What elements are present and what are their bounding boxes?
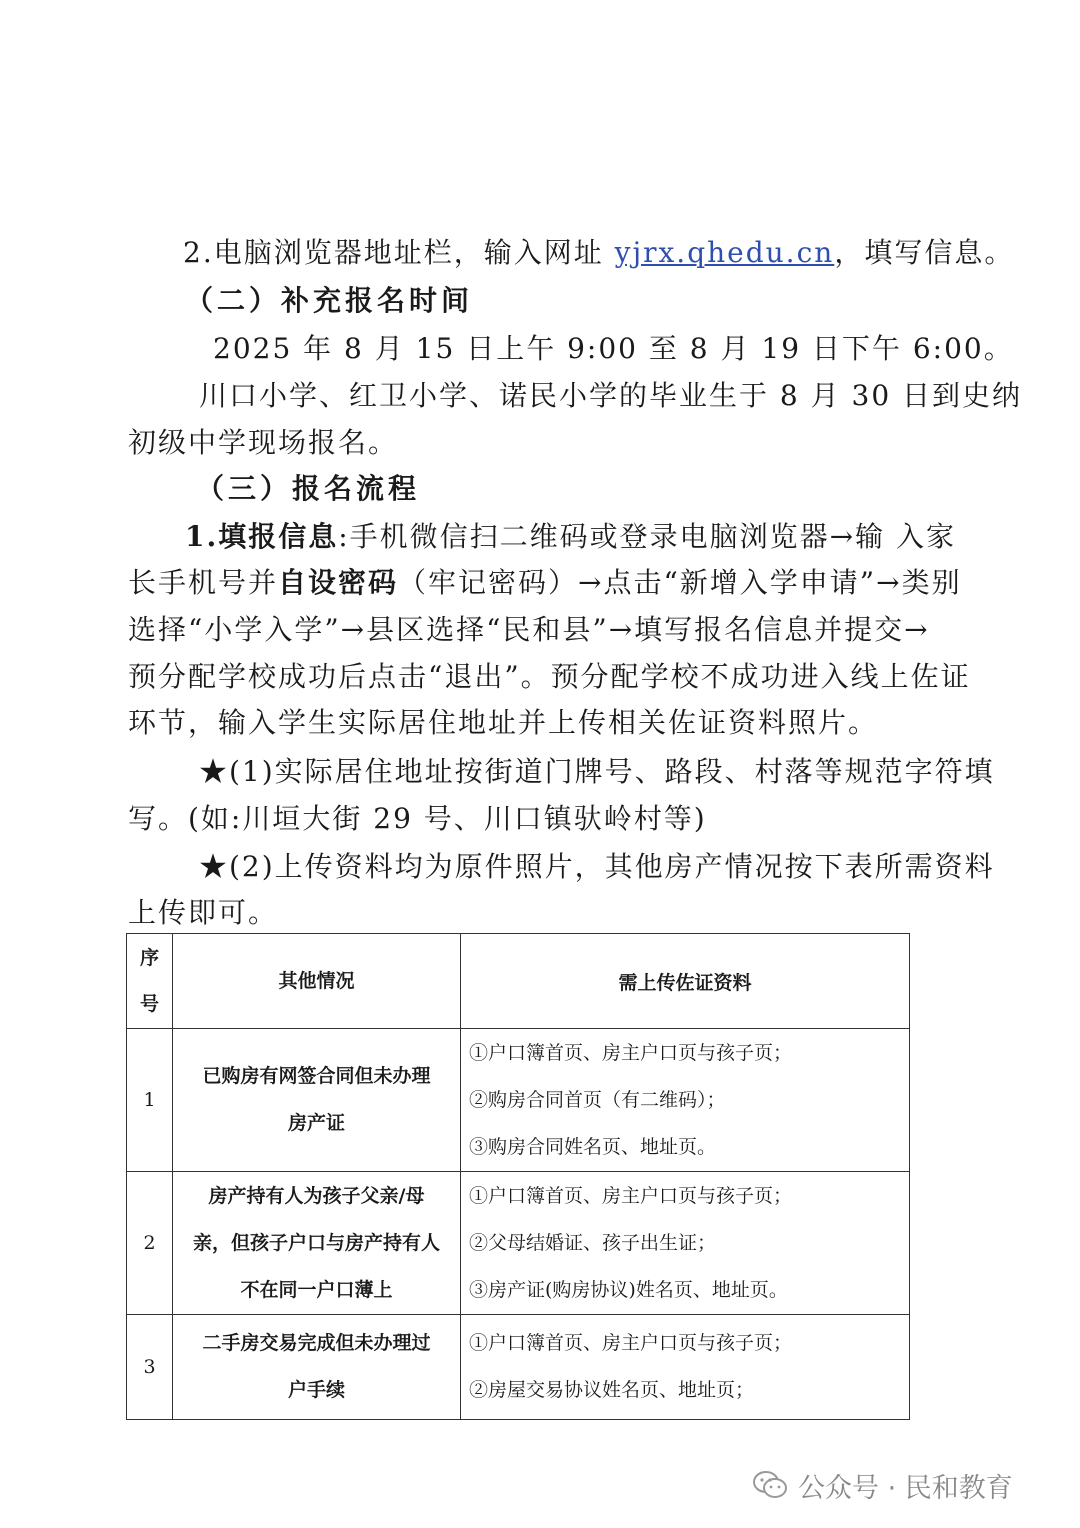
schools-line-1: 川口小学、红卫小学、诺民小学的毕业生于 8 月 30 日到史纳 <box>199 379 1023 412</box>
heading-supplementary-time: （二）补充报名时间 <box>185 284 474 317</box>
header-situation: 其他情况 <box>173 934 461 1029</box>
url-instruction <box>183 237 1014 269</box>
process-password-note: 自设密码 <box>278 566 399 599</box>
document-item: ③购房合同姓名页、地址页。 <box>469 1135 717 1158</box>
heading-registration-process: （三）报名流程 <box>196 472 421 505</box>
document-item: ①户口簿首页、房主户口页与孩子页； <box>469 1332 793 1354</box>
process-line-1-text: :手机微信扫二维码或登录电脑浏览器→输 入家 <box>338 520 957 553</box>
situation-line: 户手续 <box>287 1379 345 1401</box>
row-situation <box>173 1315 461 1420</box>
document-item: ①户口簿首页、房主户口页与孩子页； <box>469 1041 793 1064</box>
row-documents <box>461 1315 910 1420</box>
row-number: 2 <box>127 1172 173 1315</box>
document-item: ③房产证(购房协议)姓名页、地址页。 <box>469 1278 788 1301</box>
document-item: ②房屋交易协议姓名页、地址页； <box>469 1379 755 1401</box>
note-1-line-1: ★(1)实际居住地址按街道门牌号、路段、村落等规范字符填 <box>199 755 995 788</box>
situation-line: 二手房交易完成但未办理过 <box>202 1332 431 1354</box>
wechat-watermark <box>752 1463 1013 1507</box>
situation-line: 不在同一户口薄上 <box>240 1278 393 1301</box>
process-line-5: 环节，输入学生实际居住地址并上传相关佐证资料照片。 <box>128 706 879 739</box>
document-item: ②父母结婚证、孩子出生证； <box>469 1231 717 1254</box>
row-documents <box>461 1172 910 1315</box>
document-item: ①户口簿首页、房主户口页与孩子页； <box>469 1184 793 1207</box>
situation-line: 已购房有网签合同但未办理 <box>202 1065 431 1087</box>
situation-line: 亲，但孩子户口与房产持有人 <box>192 1231 440 1254</box>
process-line-2 <box>128 567 962 599</box>
row-situation <box>173 1029 461 1172</box>
header-number-1: 序 <box>139 947 159 969</box>
header-number-2: 号 <box>139 993 159 1015</box>
registration-time: 2025 年 8 月 15 日上午 9:00 至 8 月 19 日下午 6:00。 <box>213 332 1014 365</box>
process-line-1 <box>185 521 956 553</box>
table-row <box>127 1029 910 1172</box>
row-situation <box>173 1172 461 1315</box>
schools-line-2: 初级中学现场报名。 <box>128 426 399 459</box>
wechat-icon <box>752 1470 788 1500</box>
header-documents: 需上传佐证资料 <box>461 934 910 1029</box>
process-label: 1.填报信息 <box>185 520 339 553</box>
table-row <box>127 1172 910 1315</box>
process-line-2-a: 长手机号并 <box>128 566 279 599</box>
process-line-4: 预分配学校成功后点击“退出”。预分配学校不成功进入线上佐证 <box>128 660 971 693</box>
url-prefix: 2.电脑浏览器地址栏，输入网址 <box>183 236 615 269</box>
note-2-line-1: ★(2)上传资料均为原件照片，其他房产情况按下表所需资料 <box>199 850 995 883</box>
watermark-text: 公众号 · 民和教育 <box>798 1472 1013 1504</box>
row-documents <box>461 1029 910 1172</box>
row-number: 3 <box>127 1315 173 1420</box>
url-suffix: ，填写信息。 <box>834 236 1015 269</box>
document-item: ②购房合同首页（有二维码）； <box>469 1088 726 1111</box>
situation-line: 房产证 <box>287 1112 345 1134</box>
required-documents-table <box>126 933 910 1420</box>
url-link[interactable]: yjrx.qhedu.cn <box>614 236 835 269</box>
table-row <box>127 1315 910 1420</box>
row-number: 1 <box>127 1029 173 1172</box>
header-number <box>127 934 173 1029</box>
situation-line: 房产持有人为孩子父亲/母 <box>208 1184 425 1207</box>
note-1-line-2: 写。(如:川垣大街 29 号、川口镇驮岭村等) <box>128 802 707 835</box>
table-header-row <box>127 934 910 1029</box>
note-2-line-2: 上传即可。 <box>128 896 279 929</box>
process-line-2-b: （牢记密码）→点击“新增入学申请”→类别 <box>398 566 962 599</box>
process-line-3: 选择“小学入学”→县区选择“民和县”→填写报名信息并提交→ <box>128 613 930 646</box>
